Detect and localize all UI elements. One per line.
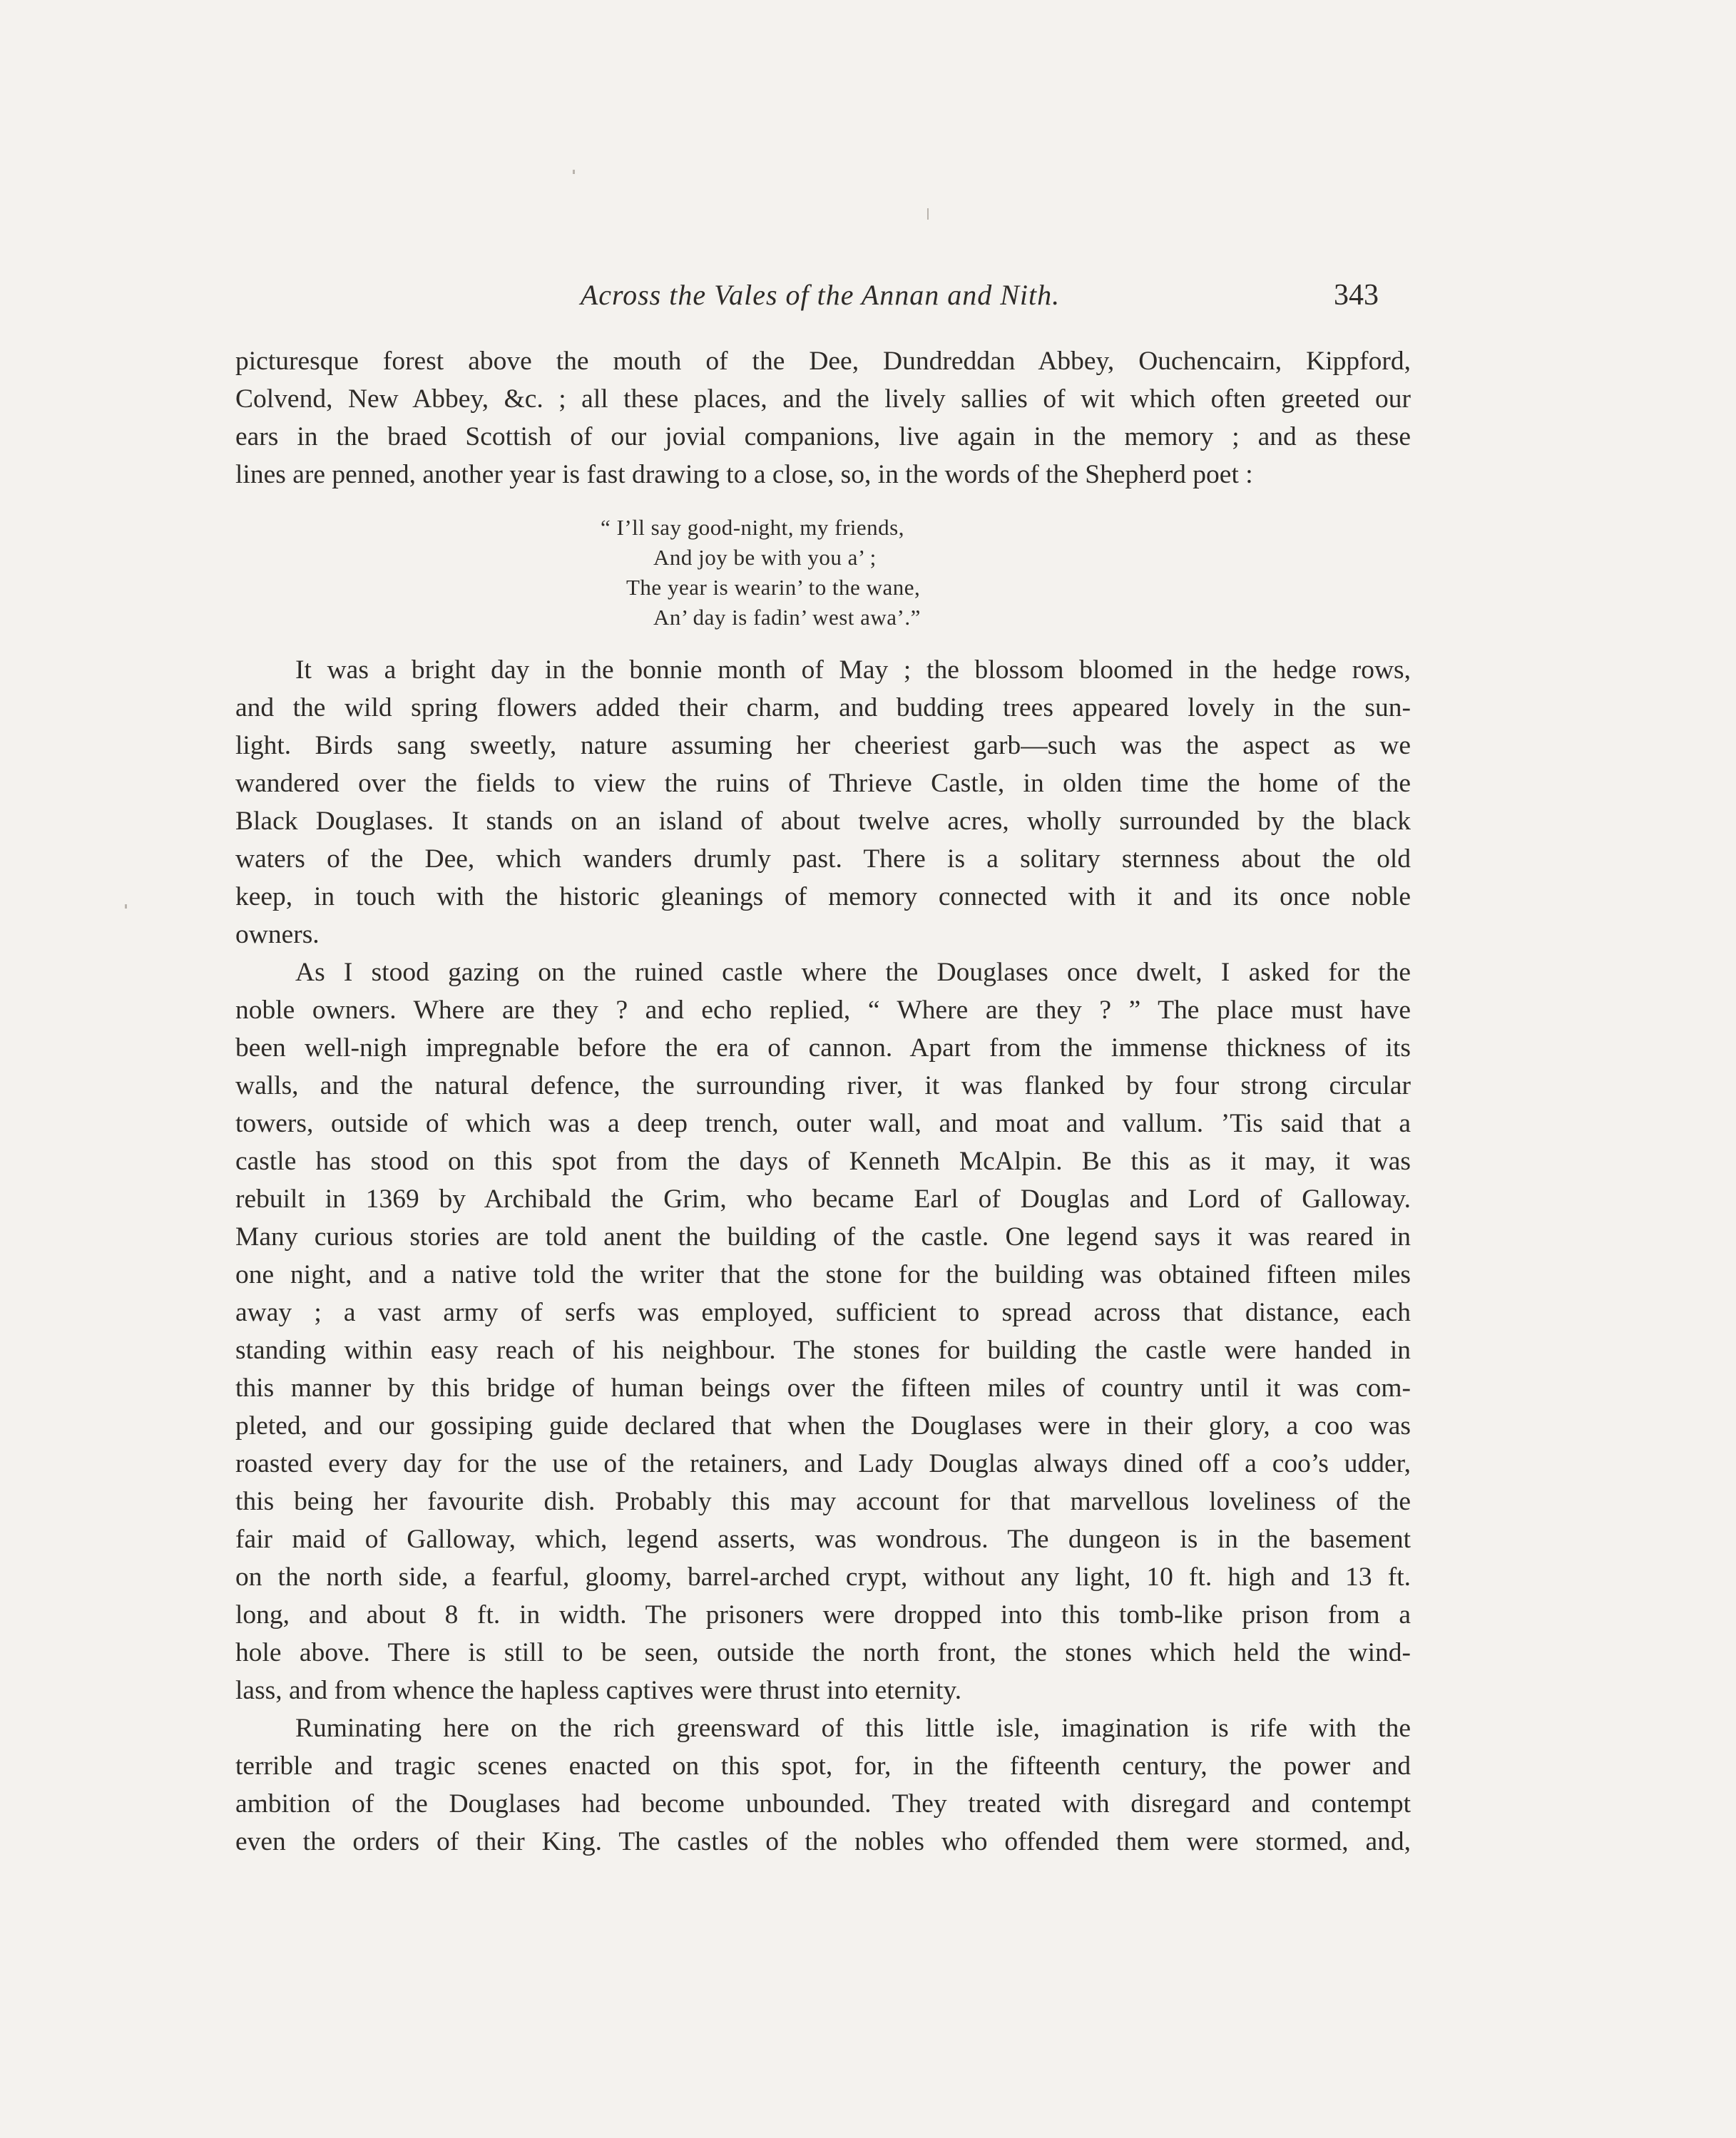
text-line: towers, outside of which was a deep trench, outer wall, and moat and vallum. ’Tis said that a — [235, 1109, 1411, 1138]
text-line: terrible and tragic scenes enacted on this spot, for, in the fifteenth century, the power and — [235, 1751, 1411, 1781]
text-line: Colvend, New Abbey, &c. ; all these places, and the lively sallies of wit which often greeted our — [235, 384, 1411, 414]
text-line: away ; a vast army of serfs was employed, sufficient to spread across that distance, each — [235, 1298, 1411, 1327]
text-line: roasted every day for the use of the retainers, and Lady Douglas always dined off a coo’s udder, — [235, 1449, 1411, 1478]
text-line: rebuilt in 1369 by Archibald the Grim, who became Earl of Douglas and Lord of Galloway. — [235, 1185, 1411, 1214]
paper-speck — [927, 208, 929, 220]
text-line: pleted, and our gossiping guide declared that when the Douglases were in their glory, a coo was — [235, 1411, 1411, 1441]
text-line: this being her favourite dish. Probably this may account for that marvellous loveliness of the — [235, 1487, 1411, 1516]
verse-line: The year is wearin’ to the wane, — [626, 575, 921, 600]
text-line: lass, and from whence the hapless captives were thrust into eternity. — [235, 1676, 962, 1705]
text-line: Ruminating here on the rich greensward of this little isle, imagination is rife with the — [295, 1714, 1411, 1743]
text-line: long, and about 8 ft. in width. The prisoners were dropped into this tomb-like prison from a — [235, 1600, 1411, 1630]
text-line: fair maid of Galloway, which, legend asserts, was wondrous. The dungeon is in the basement — [235, 1525, 1411, 1554]
text-line: this manner by this bridge of human beings over the fifteen miles of country until it was com- — [235, 1374, 1411, 1403]
paper-speck — [125, 904, 127, 909]
verse-line: “ I’ll say good-night, my friends, — [601, 515, 904, 540]
paper-speck — [573, 170, 575, 174]
text-line: picturesque forest above the mouth of the Dee, Dundreddan Abbey, Ouchencairn, Kippford, — [235, 347, 1411, 376]
verse-line: An’ day is fadin’ west awa’.” — [653, 605, 921, 630]
text-line: waters of the Dee, which wanders drumly past. There is a solitary sternness about the old — [235, 844, 1411, 874]
text-line: lines are penned, another year is fast drawing to a close, so, in the words of the Shepherd poet : — [235, 460, 1253, 489]
text-line: ears in the braed Scottish of our jovial companions, live again in the memory ; and as these — [235, 422, 1411, 451]
text-line: Many curious stories are told anent the building of the castle. One legend says it was reared in — [235, 1222, 1411, 1252]
text-line: hole above. There is still to be seen, outside the north front, the stones which held the wind- — [235, 1638, 1411, 1667]
text-line: light. Birds sang sweetly, nature assuming her cheeriest garb—such was the aspect as we — [235, 731, 1411, 760]
text-line: noble owners. Where are they ? and echo replied, “ Where are they ? ” The place must have — [235, 996, 1411, 1025]
text-line: keep, in touch with the historic gleanings of memory connected with it and its once noble — [235, 882, 1411, 911]
text-line: owners. — [235, 920, 320, 949]
text-line: been well-nigh impregnable before the era of cannon. Apart from the immense thickness of its — [235, 1033, 1411, 1063]
text-line: It was a bright day in the bonnie month of May ; the blossom bloomed in the hedge rows, — [295, 655, 1411, 685]
text-line: ambition of the Douglases had become unbounded. They treated with disregard and contempt — [235, 1789, 1411, 1819]
text-line: one night, and a native told the writer that the stone for the building was obtained fifteen miles — [235, 1260, 1411, 1289]
text-line: and the wild spring flowers added their charm, and budding trees appeared lovely in the sun- — [235, 693, 1411, 722]
text-line: standing within easy reach of his neighbour. The stones for building the castle were handed in — [235, 1336, 1411, 1365]
text-line: As I stood gazing on the ruined castle where the Douglases once dwelt, I asked for the — [295, 958, 1411, 987]
text-line: on the north side, a fearful, gloomy, barrel-arched crypt, without any light, 10 ft. high and 13 ft. — [235, 1562, 1411, 1592]
text-line: even the orders of their King. The castles of the nobles who offended them were stormed, and, — [235, 1827, 1411, 1856]
text-line: wandered over the fields to view the ruins of Thrieve Castle, in olden time the home of the — [235, 769, 1411, 798]
running-head-title: Across the Vales of the Annan and Nith. — [580, 279, 1061, 311]
text-line: walls, and the natural defence, the surrounding river, it was flanked by four strong circular — [235, 1071, 1411, 1100]
page-number: 343 — [1334, 279, 1379, 312]
verse-line: And joy be with you a’ ; — [653, 545, 877, 570]
text-line: castle has stood on this spot from the days of Kenneth McAlpin. Be this as it may, it was — [235, 1147, 1411, 1176]
text-line: Black Douglases. It stands on an island of about twelve acres, wholly surrounded by the black — [235, 807, 1411, 836]
